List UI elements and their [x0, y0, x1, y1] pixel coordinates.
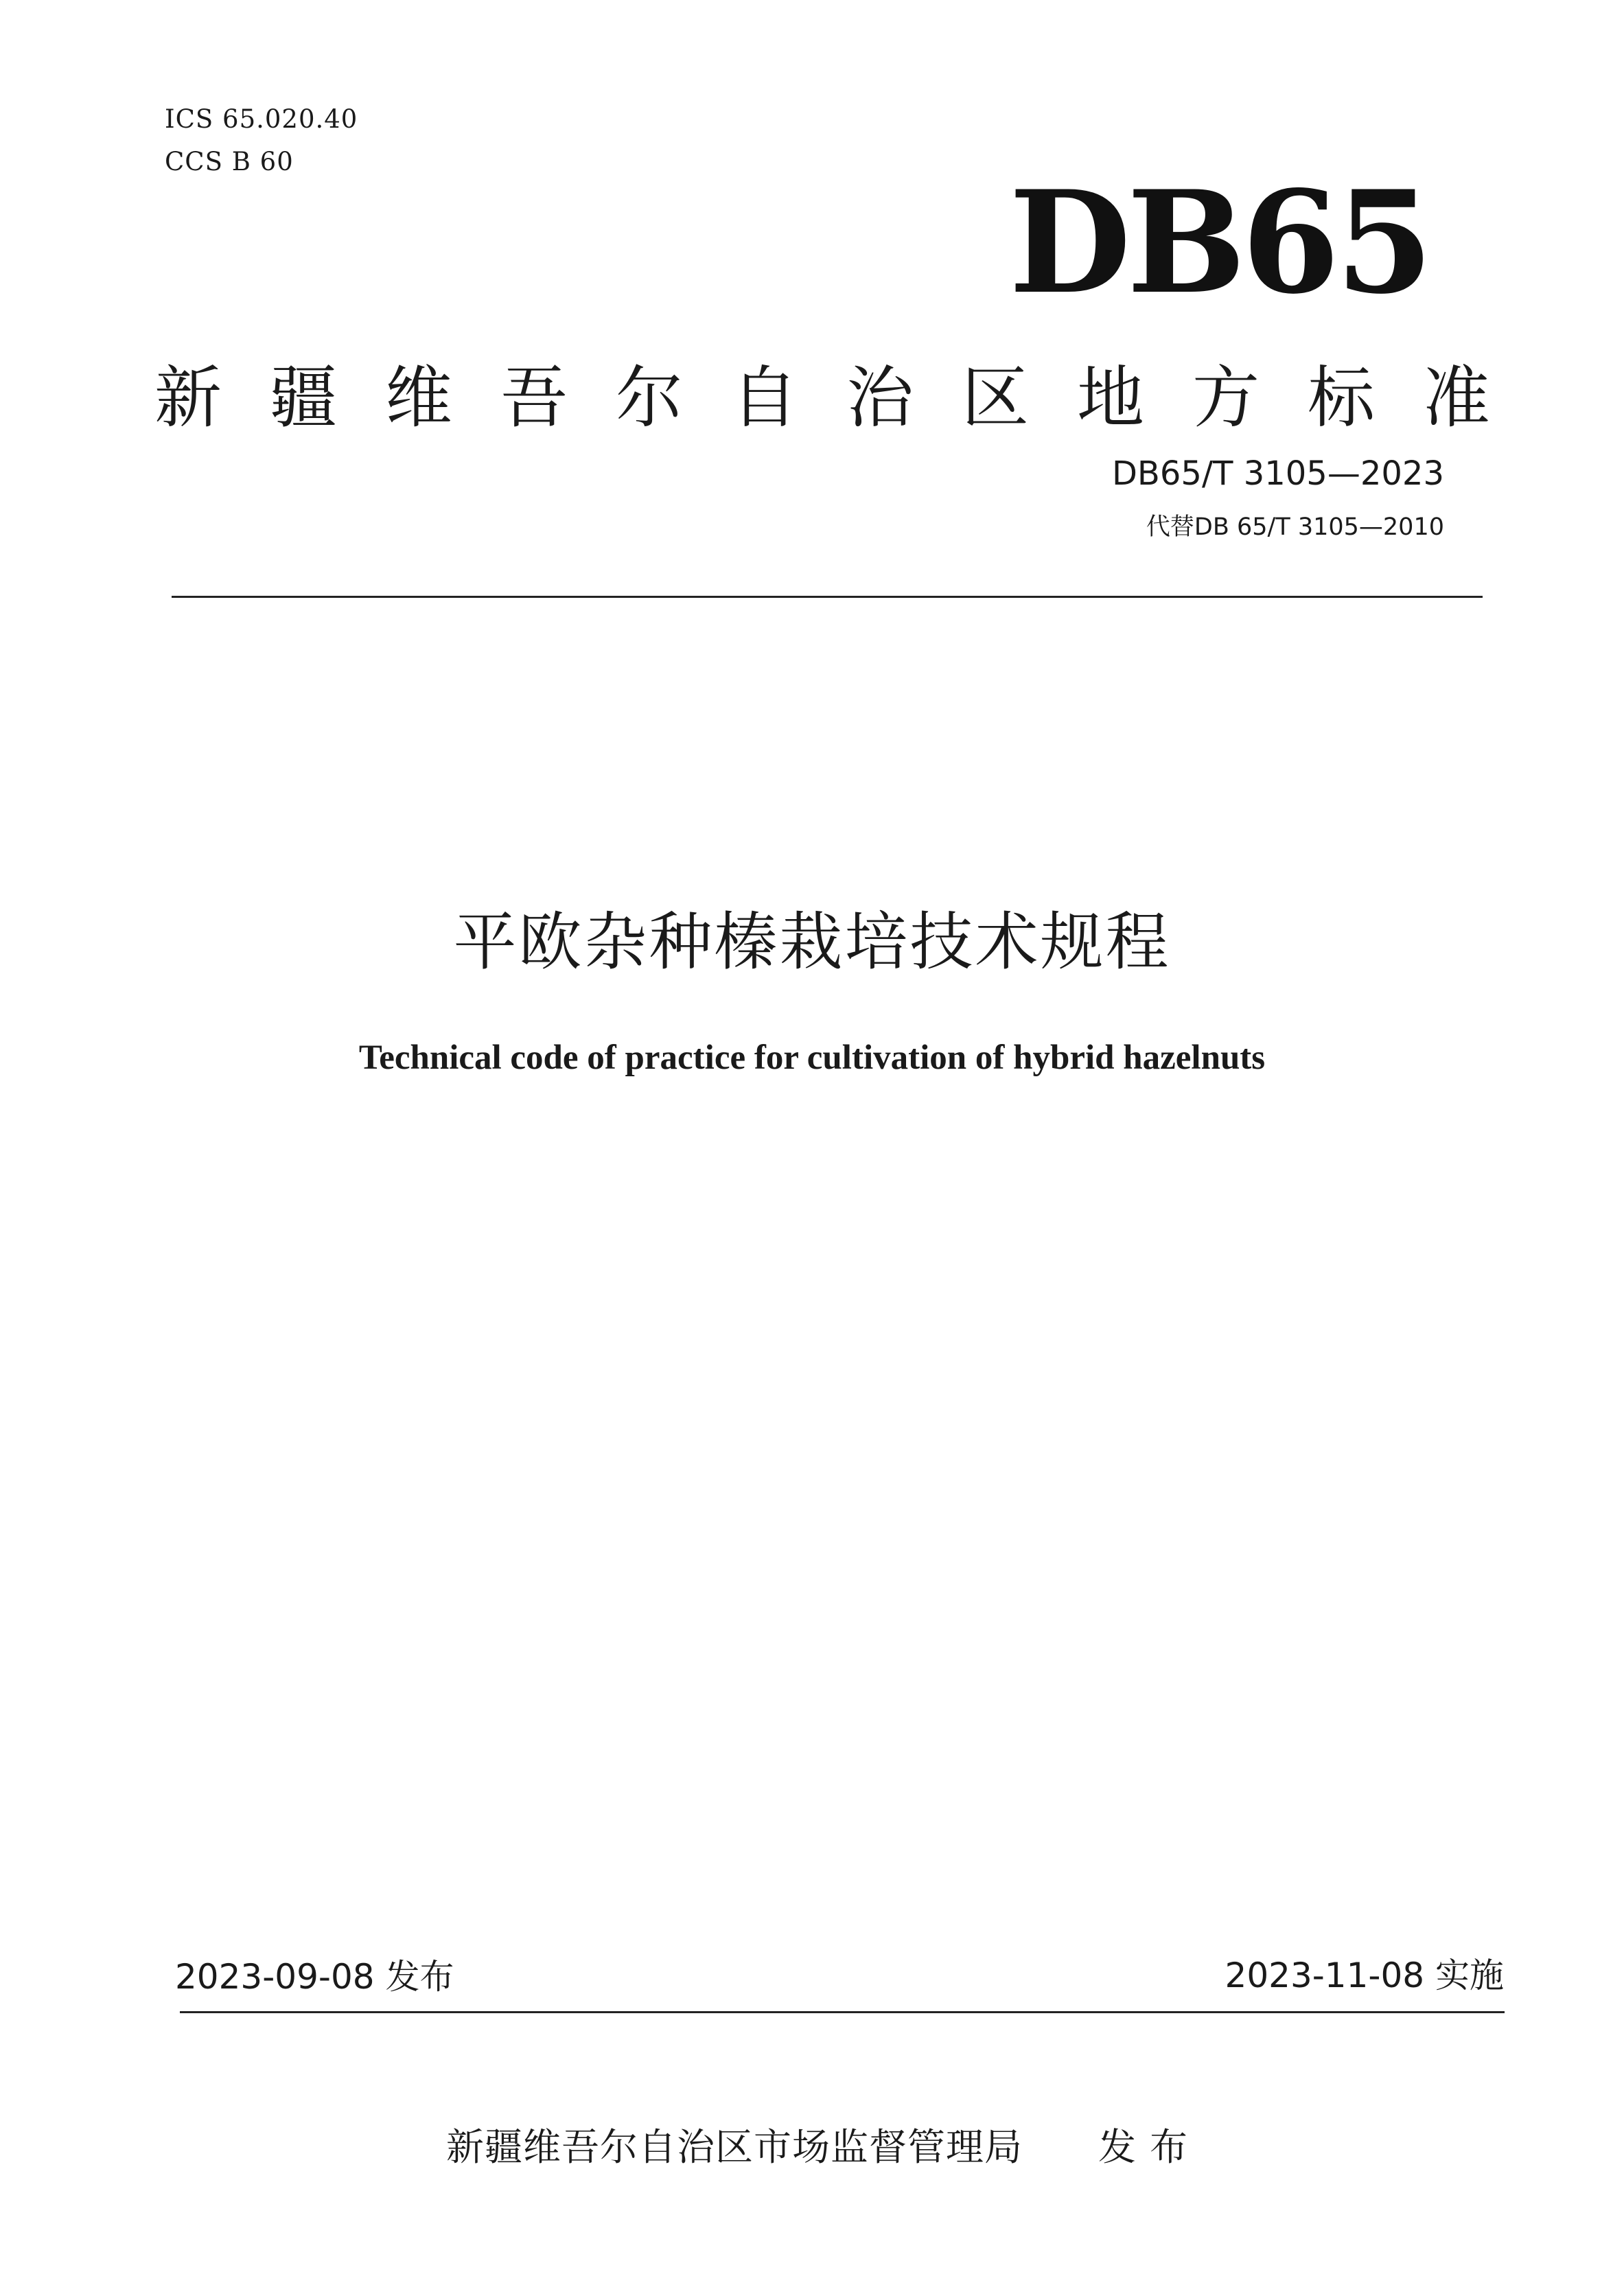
ics-code: ICS 65.020.40 [165, 104, 358, 134]
standard-type-heading: 新疆维吾尔自治区地方标准 [154, 359, 1539, 437]
ccs-code: CCS B 60 [165, 147, 294, 176]
top-divider [172, 596, 1483, 598]
issuing-authority: 新疆维吾尔自治区市场监督管理局 [446, 2125, 1023, 2169]
effective-date: 2023-11-08 实施 [1225, 1956, 1504, 1995]
publish-date: 2023-09-08 发布 [175, 1957, 454, 1997]
bottom-divider [180, 2011, 1505, 2013]
replaces-standard: 代替DB 65/T 3105—2010 [1146, 513, 1444, 541]
db65-logo: DB65 [1009, 161, 1430, 325]
issue-label: 发布 [1098, 2125, 1202, 2169]
title-chinese: 平欧杂种榛栽培技术规程 [453, 905, 1171, 979]
title-english: Technical code of practice for cultivation of hybrid hazelnuts [358, 1039, 1266, 1077]
standard-code: DB65/T 3105—2023 [1111, 454, 1444, 493]
